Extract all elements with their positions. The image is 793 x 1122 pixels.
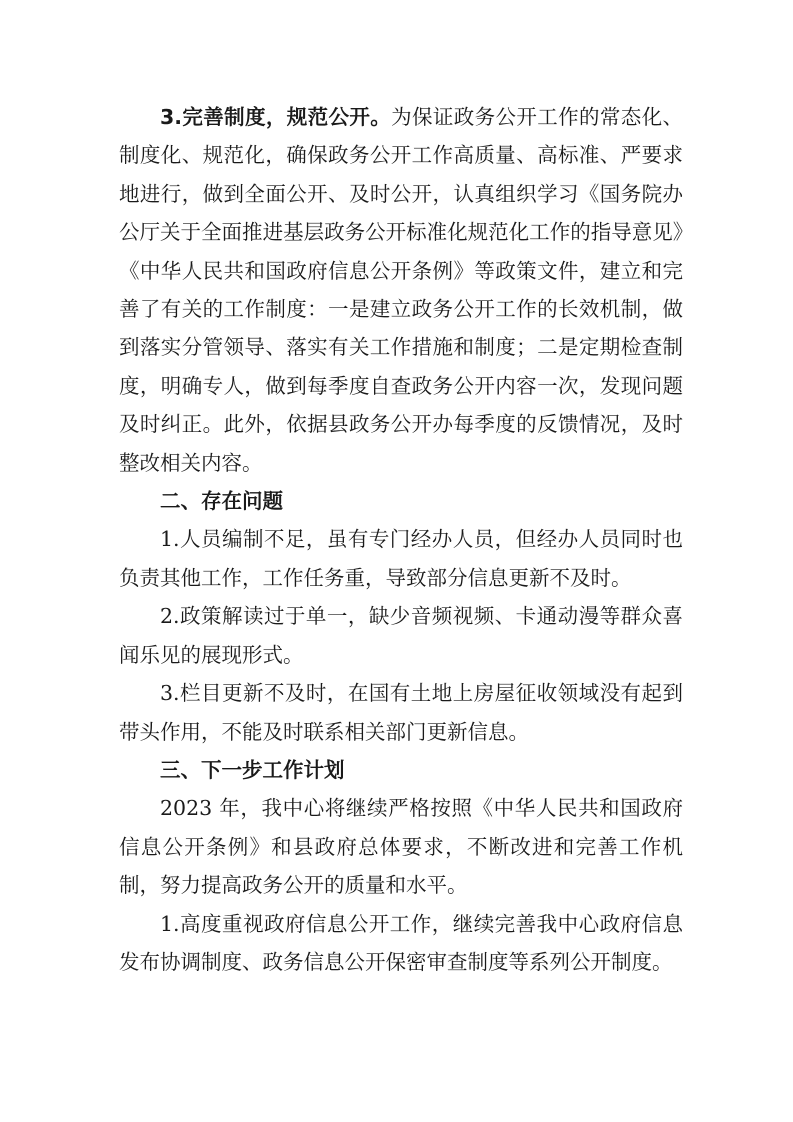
problem-item-2: 2.政策解读过于单一，缺少音频视频、卡通动漫等群众喜闻乐见的展现形式。: [119, 604, 683, 667]
section-heading-next-steps: 三、下一步工作计划: [160, 757, 345, 782]
document-body: [119, 98, 683, 981]
next-steps-item-1: 1.高度重视政府信息公开工作，继续完善我中心政府信息发布协调制度、政务信息公开保密审查制度等系列公开制度。: [119, 911, 683, 974]
next-steps-intro: 2023 年，我中心将继续严格按照《中华人民共和国政府信息公开条例》和县政府总体要求，不断改进和完善工作机制，努力提高政务公开的质量和水平。: [119, 796, 683, 898]
problem-item-1: 1.人员编制不足，虽有专门经办人员，但经办人员同时也负责其他工作，工作任务重，导致部分信息更新不及时。: [119, 527, 683, 590]
section-heading-problems: 二、存在问题: [160, 489, 283, 514]
paragraph-lead: 3.完善制度，规范公开。: [160, 105, 392, 129]
problem-item-3: 3.栏目更新不及时，在国有土地上房屋征收领域没有起到带头作用，不能及时联系相关部门更新信息。: [119, 681, 683, 744]
paragraph-section1-item3: [119, 98, 683, 482]
paragraph-text: 为保证政务公开工作的常态化、制度化、规范化，确保政务公开工作高质量、高标准、严要求地进行，做到全面公开、及时公开，认真组织学习《国务院办公厅关于全面推进基层政务公开标准化规范化工作的指导意见》《中华人民共和国政府信息公开条例》等政策文件，建立和完善了有关的工作制度：一是建立政务公开工作的长效机制，做到落实分管领导、落实有关工作措施和制度；二是定期检查制度，明确专人，做到每季度自查政务公开内容一次，发现问题及时纠正。此外，依据县政务公开办每季度的反馈情况，及时整改相关内容。: [119, 105, 683, 475]
